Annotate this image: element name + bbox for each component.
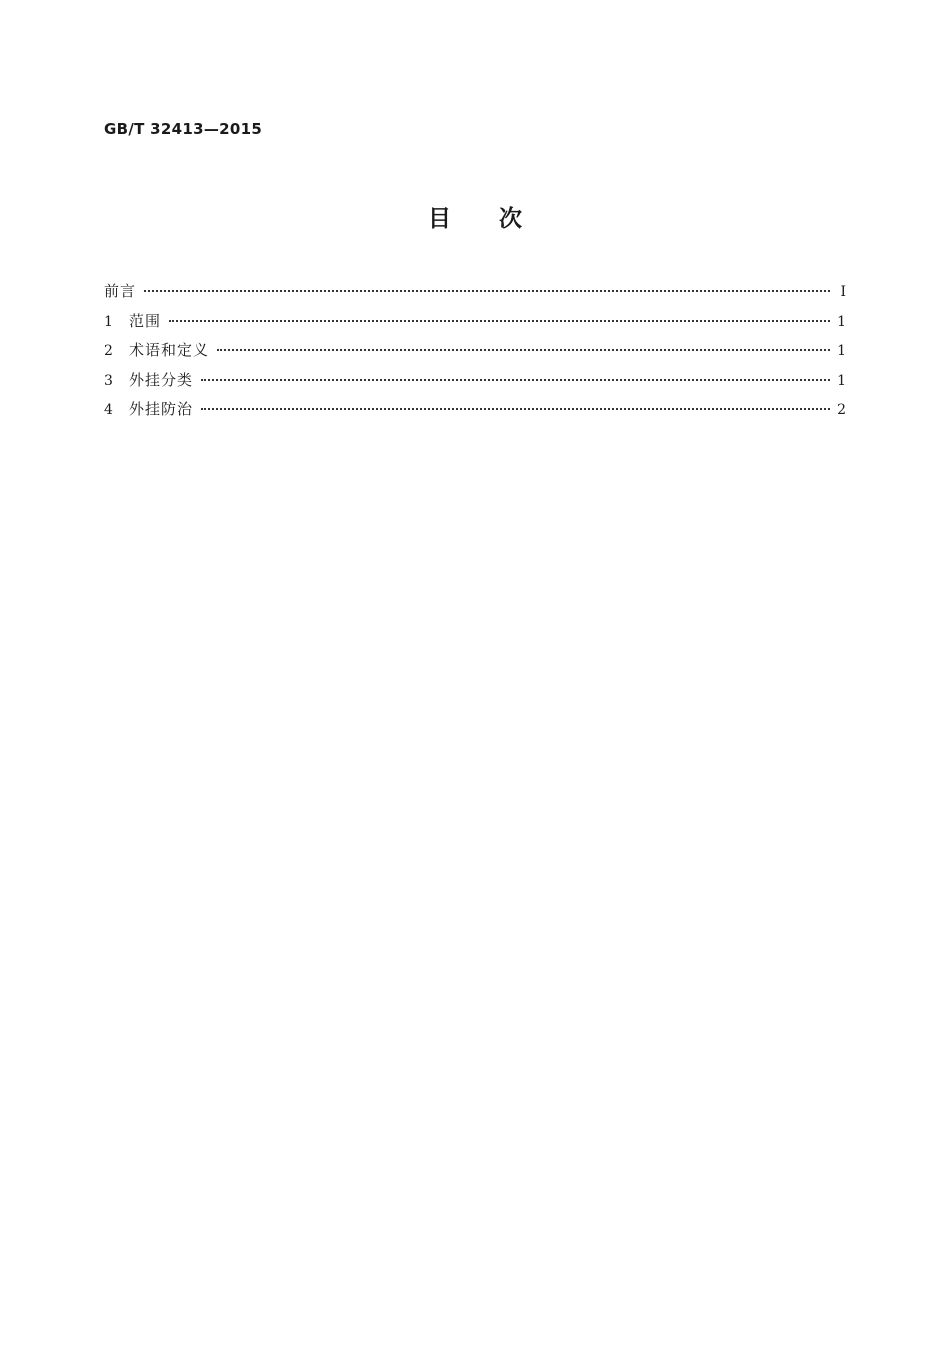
toc-entry-page: 1 [837,372,846,389]
toc-entry-number: 4 [104,402,113,418]
toc-entry-label: 范围 [129,311,162,330]
toc-entry-page: 1 [837,343,846,359]
toc-title [0,200,950,233]
toc-entry-number: 3 [104,372,113,389]
toc-entry-label: 外挂分类 [129,370,194,389]
toc-entry-page: I [840,284,846,300]
toc-entry-label: 术语和定义 [129,341,210,359]
toc-entry-page: 1 [837,313,846,330]
toc-leader-dots [201,379,830,381]
toc-entry-label: 外挂防治 [129,400,194,418]
toc-leader-dots [169,320,830,322]
toc-entry-preface[interactable] [104,280,846,310]
toc-title-part1: 目 [428,206,451,232]
toc-title-part2: 次 [499,206,522,232]
toc-entry-label: 前言 [104,282,137,300]
toc-entry-prevention[interactable] [104,398,846,428]
table-of-contents [104,280,846,428]
toc-leader-dots [201,408,830,410]
toc-entry-classification[interactable] [104,369,846,399]
toc-entry-page: 2 [837,402,846,418]
toc-entry-number: 1 [104,313,113,330]
toc-entry-scope[interactable] [104,310,846,340]
toc-leader-dots [144,290,830,292]
standard-code: GB/T 32413—2015 [104,120,263,138]
toc-entry-terms[interactable] [104,339,846,369]
toc-entry-number: 2 [104,343,113,359]
toc-leader-dots [217,349,830,351]
